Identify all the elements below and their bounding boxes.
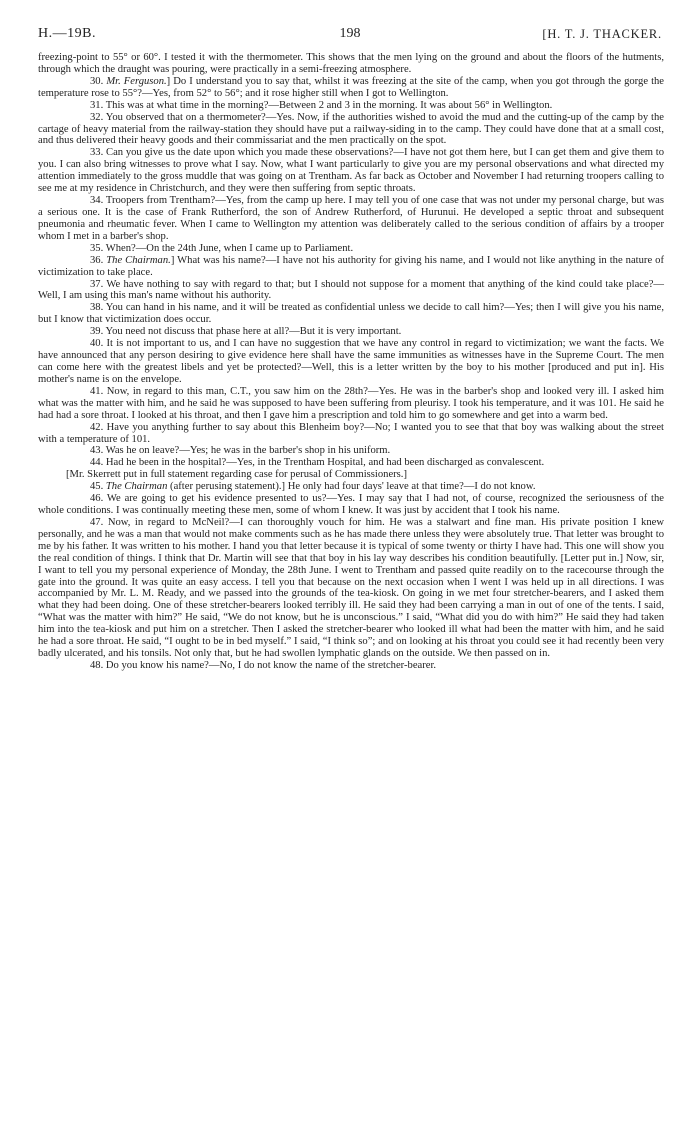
paragraph-q30: 30. Mr. Ferguson.] Do I understand you to say that, whilst it was freezing at the site of the camp, when you got through the gorge the temperature rose to 55°?—Yes, from 52° to 56°; and it rose higher still when I got to Wellington. <box>38 75 665 99</box>
paragraph-q48: 48. Do you know his name?—No, I do not know the name of the stretcher-bearer. <box>90 660 437 672</box>
paragraph-q33: 33. Can you give us the date upon which you made these observations?—I have not got them here, but I can get them and give them to you. I can also bring witnesses to prove what I say. Now, what I want particularly to give you are my personal observations and what directed my attention immediately to the gross muddle that was going on at Trentham. As far back as October and November I had returning troopers calling to see me at my residence in Christchurch, and they were then suffering from septic throats. <box>38 147 665 195</box>
paragraph-q35: 35. When?—On the 24th June, when I came up to Parliament. <box>90 242 354 254</box>
paragraph-q42: 42. Have you anything further to say about this Blenheim boy?—No; I wanted you to see that that boy was walking about the street with a temperature of 101. <box>38 421 664 445</box>
paragraph-statement-note: [Mr. Skerrett put in full statement regarding case for perusal of Commissioners.] <box>66 469 407 481</box>
paragraph-q38: 38. You can hand in his name, and it will be treated as confidential unless we decide to call him?—Yes; then I will give you his name, but I know that victimization does occur. <box>38 302 664 326</box>
page-header <box>38 26 662 46</box>
paragraph-q44: 44. Had he been in the hospital?—Yes, in the Trentham Hospital, and had been discharged as convalescent. <box>90 457 545 469</box>
paragraph-q37: 37. We have nothing to say with regard to that; but I should not suppose for a moment that anything of the kind could take place?—Well, I am using this man's name without his authority. <box>38 278 664 302</box>
paragraph-q45: 45. The Chairman (after perusing statement).] He only had four days' leave at that time?—I do not know. <box>90 481 536 493</box>
report-code: H.—19B. <box>38 26 96 41</box>
paragraph-q40: 40. It is not important to us, and I can have no suggestion that we have any control in regard to victimization; we want the facts. We have announced that any person desiring to give evidence here shall have the same immunities as witnesses have in the Supreme Court. The men can come here with the greatest libels and yet be protected?—Well, this is a letter written by the boy to his mother [produced and put in]. His mother's name is on the envelope. <box>38 338 664 385</box>
paragraph-q47: 47. Now, in regard to McNeil?—I can thoroughly vouch for him. He was a stalwart and fine man. His private position I knew personally, and he was a man that would not make comments such as he has made there unless they were absolutely true. That letter was brought to me by his father. It was written to his mother. I hand you that letter because it is typical of some twenty or thirty I have had. This one will show you the real condition of things. I think that Dr. Martin will see that that boy in his lay way describes his condition beautifully. [Letter put in.] Now, sir, I want to tell you my personal experience of Monday, the 28th June. I went to Trentham and passed quite readily on to the racecourse through the gate into the ground. It was quite an easy access. I tell you that because on the next occasion when I went I was held up in all directions. I was accompanied by Mr. L. M. Ready, and we passed into the grounds of the tea-kiosk. On going in we met four stretcher-bearers, and I asked them what they had been doing. One of these stretcher-bearers looked terribly ill. He said they had been carrying a man in out of one of the tents. I said, “What was the matter with him?” He said, “We do not know, but he is unconscious.” I said, “What did you do with him?” He said they had taken him into the tea-kiosk and put him on a stretcher. Then I asked the stretcher-bearer who looked ill what had been the matter with him, and he said he had a sore throat. He said, “I ought to be in bed myself.” I said, “I think so”; and on looking at his throat you could see it had recently been very badly ulcerated, and his tonsils. Not only that, but he had swollen lymphatic glands on the outside. We then passed on in. <box>38 516 664 660</box>
paragraph-q34: 34. Troopers from Trentham?—Yes, from the camp up here. I may tell you of one case that was not under my personal charge, but was a serious one. It is the case of Frank Rutherford, the son of Andrew Rutherford, of Hurunui. He developed a septic throat and subsequent pneumonia and rheumatic fever. When I came to Wellington my attention was deliberately called to the serious condition of affairs by a trooper whom I met in a barber's shop. <box>38 195 664 242</box>
paragraph-q46: 46. We are going to get his evidence presented to us?—Yes. I may say that I had not, of course, recognized the seriousness of the whole conditions. I was continually meeting these men, some of whom I knew. It was just by accident that I took his name. <box>38 493 664 517</box>
witness-name: [H. T. J. THACKER. <box>542 27 662 41</box>
paragraph-q43: 43. Was he on leave?—Yes; he was in the barber's shop in his uniform. <box>90 445 391 457</box>
document-body <box>38 52 664 672</box>
paragraph-q39: 39. You need not discuss that phase here at all?—But it is very important. <box>90 326 402 338</box>
paragraph-continuation: freezing-point to 55° or 60°. I tested it with the thermometer. This shows that the men lying on the ground and about the floors of the hutments, through which the draught was pouring, were practically in a semi-freezing atmosphere. <box>38 52 664 75</box>
page-number: 198 <box>339 26 361 41</box>
paragraph-q36: 36. The Chairman.] What was his name?—I have not his authority for giving his name, and I would not like anything in the nature of victimization to take place. <box>38 254 664 278</box>
paragraph-q32: 32. You observed that on a thermometer?—Yes. Now, if the authorities wished to avoid the mud and the cutting-up of the camp by the cartage of heavy material from the railway-station they should have put a railway-siding in to the camp. They could have done that at a small cost, and thus delivered their heavy goods and their commissariat and the men practically on the spot. <box>38 111 665 147</box>
paragraph-q41: 41. Now, in regard to this man, C.T., you saw him on the 28th?—Yes. He was in the barber's shop and looked very ill. I asked him what was the matter with him, and he said he was supposed to have been suffering from pleurisy. I took his temperature, and it was 101. He said he had had a sore throat. I looked at his throat, and then I gave him a prescription and told him to go somewhere and get into a warm bed. <box>38 385 664 421</box>
paragraph-q31: 31. This was at what time in the morning?—Between 2 and 3 in the morning. It was about 56° in Wellington. <box>90 99 553 111</box>
